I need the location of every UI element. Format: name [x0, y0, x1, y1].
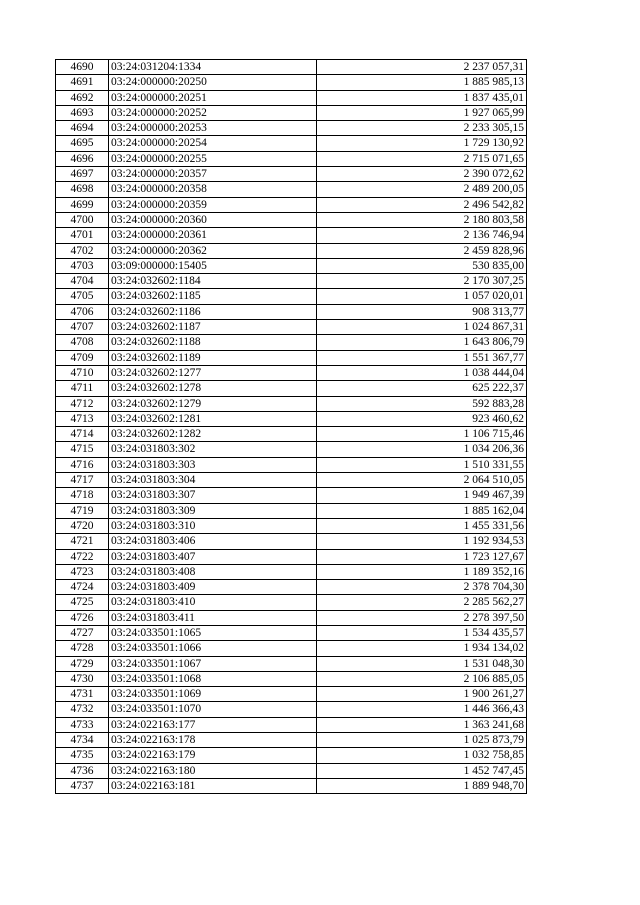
value-cell: 530 835,00 [317, 258, 527, 273]
table-row [56, 518, 527, 533]
row-number-cell: 4710 [56, 365, 109, 380]
row-number-cell: 4723 [56, 564, 109, 579]
value-cell: 1 452 747,45 [317, 763, 527, 778]
cadastral-number-cell: 03:24:022163:178 [109, 733, 317, 748]
cadastral-number-cell: 03:24:031803:310 [109, 518, 317, 533]
value-cell: 2 233 305,15 [317, 121, 527, 136]
value-cell: 1 927 065,99 [317, 105, 527, 120]
table-row [56, 687, 527, 702]
cadastral-number-cell: 03:24:000000:20359 [109, 197, 317, 212]
value-cell: 1 034 206,36 [317, 442, 527, 457]
value-cell: 1 723 127,67 [317, 549, 527, 564]
table-row [56, 534, 527, 549]
row-number-cell: 4737 [56, 778, 109, 793]
row-number-cell: 4725 [56, 595, 109, 610]
row-number-cell: 4711 [56, 381, 109, 396]
table-row [56, 457, 527, 472]
row-number-cell: 4698 [56, 182, 109, 197]
row-number-cell: 4697 [56, 167, 109, 182]
table-row [56, 60, 527, 75]
row-number-cell: 4717 [56, 473, 109, 488]
cadastral-number-cell: 03:24:022163:179 [109, 748, 317, 763]
row-number-cell: 4736 [56, 763, 109, 778]
cadastral-number-cell: 03:24:032602:1189 [109, 350, 317, 365]
cadastral-number-cell: 03:24:033501:1069 [109, 687, 317, 702]
table-row [56, 151, 527, 166]
value-cell: 1 885 985,13 [317, 75, 527, 90]
table-row [56, 243, 527, 258]
value-cell: 2 106 885,05 [317, 671, 527, 686]
table-row [56, 733, 527, 748]
row-number-cell: 4713 [56, 411, 109, 426]
table-row [56, 763, 527, 778]
cadastral-number-cell: 03:24:032602:1281 [109, 411, 317, 426]
cadastral-number-cell: 03:24:000000:20362 [109, 243, 317, 258]
table-row [56, 320, 527, 335]
value-cell: 1 949 467,39 [317, 488, 527, 503]
row-number-cell: 4702 [56, 243, 109, 258]
cadastral-number-cell: 03:24:000000:20253 [109, 121, 317, 136]
value-cell: 2 180 803,58 [317, 212, 527, 227]
row-number-cell: 4706 [56, 304, 109, 319]
value-cell: 2 170 307,25 [317, 274, 527, 289]
table-row [56, 350, 527, 365]
value-cell: 1 455 331,56 [317, 518, 527, 533]
table-row [56, 396, 527, 411]
value-cell: 1 643 806,79 [317, 335, 527, 350]
row-number-cell: 4708 [56, 335, 109, 350]
cadastral-number-cell: 03:24:031803:409 [109, 580, 317, 595]
cadastral-number-cell: 03:24:032602:1184 [109, 274, 317, 289]
row-number-cell: 4690 [56, 60, 109, 75]
cadastral-number-cell: 03:24:031204:1334 [109, 60, 317, 75]
row-number-cell: 4695 [56, 136, 109, 151]
row-number-cell: 4730 [56, 671, 109, 686]
cadastral-number-cell: 03:24:000000:20255 [109, 151, 317, 166]
row-number-cell: 4715 [56, 442, 109, 457]
cadastral-number-cell: 03:24:031803:307 [109, 488, 317, 503]
row-number-cell: 4692 [56, 90, 109, 105]
table-row [56, 90, 527, 105]
row-number-cell: 4703 [56, 258, 109, 273]
cadastral-number-cell: 03:24:031803:304 [109, 473, 317, 488]
row-number-cell: 4691 [56, 75, 109, 90]
table-row [56, 258, 527, 273]
cadastral-number-cell: 03:24:000000:20358 [109, 182, 317, 197]
table-row [56, 503, 527, 518]
cadastral-number-cell: 03:24:031803:406 [109, 534, 317, 549]
table-row [56, 641, 527, 656]
value-cell: 1 900 261,27 [317, 687, 527, 702]
table-row [56, 549, 527, 564]
table-row [56, 136, 527, 151]
cadastral-number-cell: 03:24:033501:1067 [109, 656, 317, 671]
cadastral-number-cell: 03:24:031803:302 [109, 442, 317, 457]
cadastral-number-cell: 03:24:000000:20357 [109, 167, 317, 182]
table-row [56, 274, 527, 289]
cadastral-number-cell: 03:24:031803:309 [109, 503, 317, 518]
table-row [56, 778, 527, 793]
table-row [56, 564, 527, 579]
cadastral-number-cell: 03:24:032602:1187 [109, 320, 317, 335]
table-row [56, 625, 527, 640]
table-row [56, 411, 527, 426]
cadastral-number-cell: 03:24:031803:303 [109, 457, 317, 472]
cadastral-number-cell: 03:24:000000:20250 [109, 75, 317, 90]
value-cell: 1 057 020,01 [317, 289, 527, 304]
cadastral-number-cell: 03:24:032602:1186 [109, 304, 317, 319]
cadastral-number-cell: 03:24:031803:410 [109, 595, 317, 610]
row-number-cell: 4694 [56, 121, 109, 136]
row-number-cell: 4700 [56, 212, 109, 227]
value-cell: 2 459 828,96 [317, 243, 527, 258]
value-cell: 1 024 867,31 [317, 320, 527, 335]
value-cell: 2 278 397,50 [317, 610, 527, 625]
table-row [56, 671, 527, 686]
table-row [56, 442, 527, 457]
table-row [56, 717, 527, 732]
cadastral-number-cell: 03:24:032602:1185 [109, 289, 317, 304]
value-cell: 1 038 444,04 [317, 365, 527, 380]
table-row [56, 748, 527, 763]
row-number-cell: 4722 [56, 549, 109, 564]
table-row [56, 656, 527, 671]
value-cell: 1 363 241,68 [317, 717, 527, 732]
cadastral-number-cell: 03:24:000000:20361 [109, 228, 317, 243]
value-cell: 1 032 758,85 [317, 748, 527, 763]
row-number-cell: 4693 [56, 105, 109, 120]
table-row [56, 702, 527, 717]
value-cell: 592 883,28 [317, 396, 527, 411]
row-number-cell: 4721 [56, 534, 109, 549]
cadastral-number-cell: 03:24:033501:1065 [109, 625, 317, 640]
cadastral-number-cell: 03:24:000000:20360 [109, 212, 317, 227]
value-cell: 1 025 873,79 [317, 733, 527, 748]
value-cell: 1 889 948,70 [317, 778, 527, 793]
cadastral-number-cell: 03:24:022163:177 [109, 717, 317, 732]
row-number-cell: 4720 [56, 518, 109, 533]
table-row [56, 304, 527, 319]
value-cell: 2 285 562,27 [317, 595, 527, 610]
value-cell: 2 489 200,05 [317, 182, 527, 197]
value-cell: 1 192 934,53 [317, 534, 527, 549]
table-body [56, 60, 527, 794]
row-number-cell: 4718 [56, 488, 109, 503]
table-row [56, 228, 527, 243]
cadastral-number-cell: 03:24:033501:1068 [109, 671, 317, 686]
table-row [56, 473, 527, 488]
value-cell: 1 189 352,16 [317, 564, 527, 579]
row-number-cell: 4707 [56, 320, 109, 335]
value-cell: 923 460,62 [317, 411, 527, 426]
cadastral-number-cell: 03:24:000000:20252 [109, 105, 317, 120]
row-number-cell: 4735 [56, 748, 109, 763]
row-number-cell: 4729 [56, 656, 109, 671]
table-row [56, 121, 527, 136]
value-cell: 1 531 048,30 [317, 656, 527, 671]
cadastral-number-cell: 03:24:032602:1282 [109, 427, 317, 442]
cadastral-value-table [55, 59, 527, 794]
cadastral-number-cell: 03:24:022163:180 [109, 763, 317, 778]
cadastral-number-cell: 03:24:000000:20254 [109, 136, 317, 151]
row-number-cell: 4709 [56, 350, 109, 365]
table-row [56, 365, 527, 380]
row-number-cell: 4726 [56, 610, 109, 625]
table-row [56, 580, 527, 595]
table-row [56, 75, 527, 90]
row-number-cell: 4705 [56, 289, 109, 304]
value-cell: 2 390 072,62 [317, 167, 527, 182]
row-number-cell: 4732 [56, 702, 109, 717]
table-row [56, 289, 527, 304]
cadastral-number-cell: 03:24:032602:1278 [109, 381, 317, 396]
row-number-cell: 4731 [56, 687, 109, 702]
value-cell: 1 934 134,02 [317, 641, 527, 656]
table-row [56, 610, 527, 625]
value-cell: 2 715 071,65 [317, 151, 527, 166]
value-cell: 2 064 510,05 [317, 473, 527, 488]
cadastral-number-cell: 03:24:032602:1277 [109, 365, 317, 380]
value-cell: 1 837 435,01 [317, 90, 527, 105]
table-row [56, 197, 527, 212]
cadastral-number-cell: 03:24:000000:20251 [109, 90, 317, 105]
row-number-cell: 4728 [56, 641, 109, 656]
value-cell: 908 313,77 [317, 304, 527, 319]
cadastral-number-cell: 03:24:032602:1188 [109, 335, 317, 350]
row-number-cell: 4704 [56, 274, 109, 289]
row-number-cell: 4727 [56, 625, 109, 640]
row-number-cell: 4716 [56, 457, 109, 472]
cadastral-number-cell: 03:24:032602:1279 [109, 396, 317, 411]
row-number-cell: 4733 [56, 717, 109, 732]
value-cell: 625 222,37 [317, 381, 527, 396]
value-cell: 1 510 331,55 [317, 457, 527, 472]
cadastral-number-cell: 03:24:022163:181 [109, 778, 317, 793]
row-number-cell: 4712 [56, 396, 109, 411]
value-cell: 2 136 746,94 [317, 228, 527, 243]
table-row [56, 335, 527, 350]
table-row [56, 381, 527, 396]
row-number-cell: 4719 [56, 503, 109, 518]
table-row [56, 212, 527, 227]
cadastral-number-cell: 03:24:033501:1066 [109, 641, 317, 656]
value-cell: 1 534 435,57 [317, 625, 527, 640]
table-row [56, 595, 527, 610]
table-row [56, 427, 527, 442]
cadastral-number-cell: 03:24:031803:407 [109, 549, 317, 564]
value-cell: 2 496 542,82 [317, 197, 527, 212]
row-number-cell: 4734 [56, 733, 109, 748]
value-cell: 2 378 704,30 [317, 580, 527, 595]
value-cell: 1 885 162,04 [317, 503, 527, 518]
table-row [56, 182, 527, 197]
value-cell: 2 237 057,31 [317, 60, 527, 75]
cadastral-number-cell: 03:24:031803:411 [109, 610, 317, 625]
value-cell: 1 106 715,46 [317, 427, 527, 442]
cadastral-number-cell: 03:24:031803:408 [109, 564, 317, 579]
cadastral-number-cell: 03:24:033501:1070 [109, 702, 317, 717]
table-row [56, 488, 527, 503]
value-cell: 1 729 130,92 [317, 136, 527, 151]
value-cell: 1 446 366,43 [317, 702, 527, 717]
row-number-cell: 4724 [56, 580, 109, 595]
table-row [56, 105, 527, 120]
table-row [56, 167, 527, 182]
row-number-cell: 4696 [56, 151, 109, 166]
row-number-cell: 4714 [56, 427, 109, 442]
row-number-cell: 4699 [56, 197, 109, 212]
cadastral-number-cell: 03:09:000000:15405 [109, 258, 317, 273]
row-number-cell: 4701 [56, 228, 109, 243]
value-cell: 1 551 367,77 [317, 350, 527, 365]
